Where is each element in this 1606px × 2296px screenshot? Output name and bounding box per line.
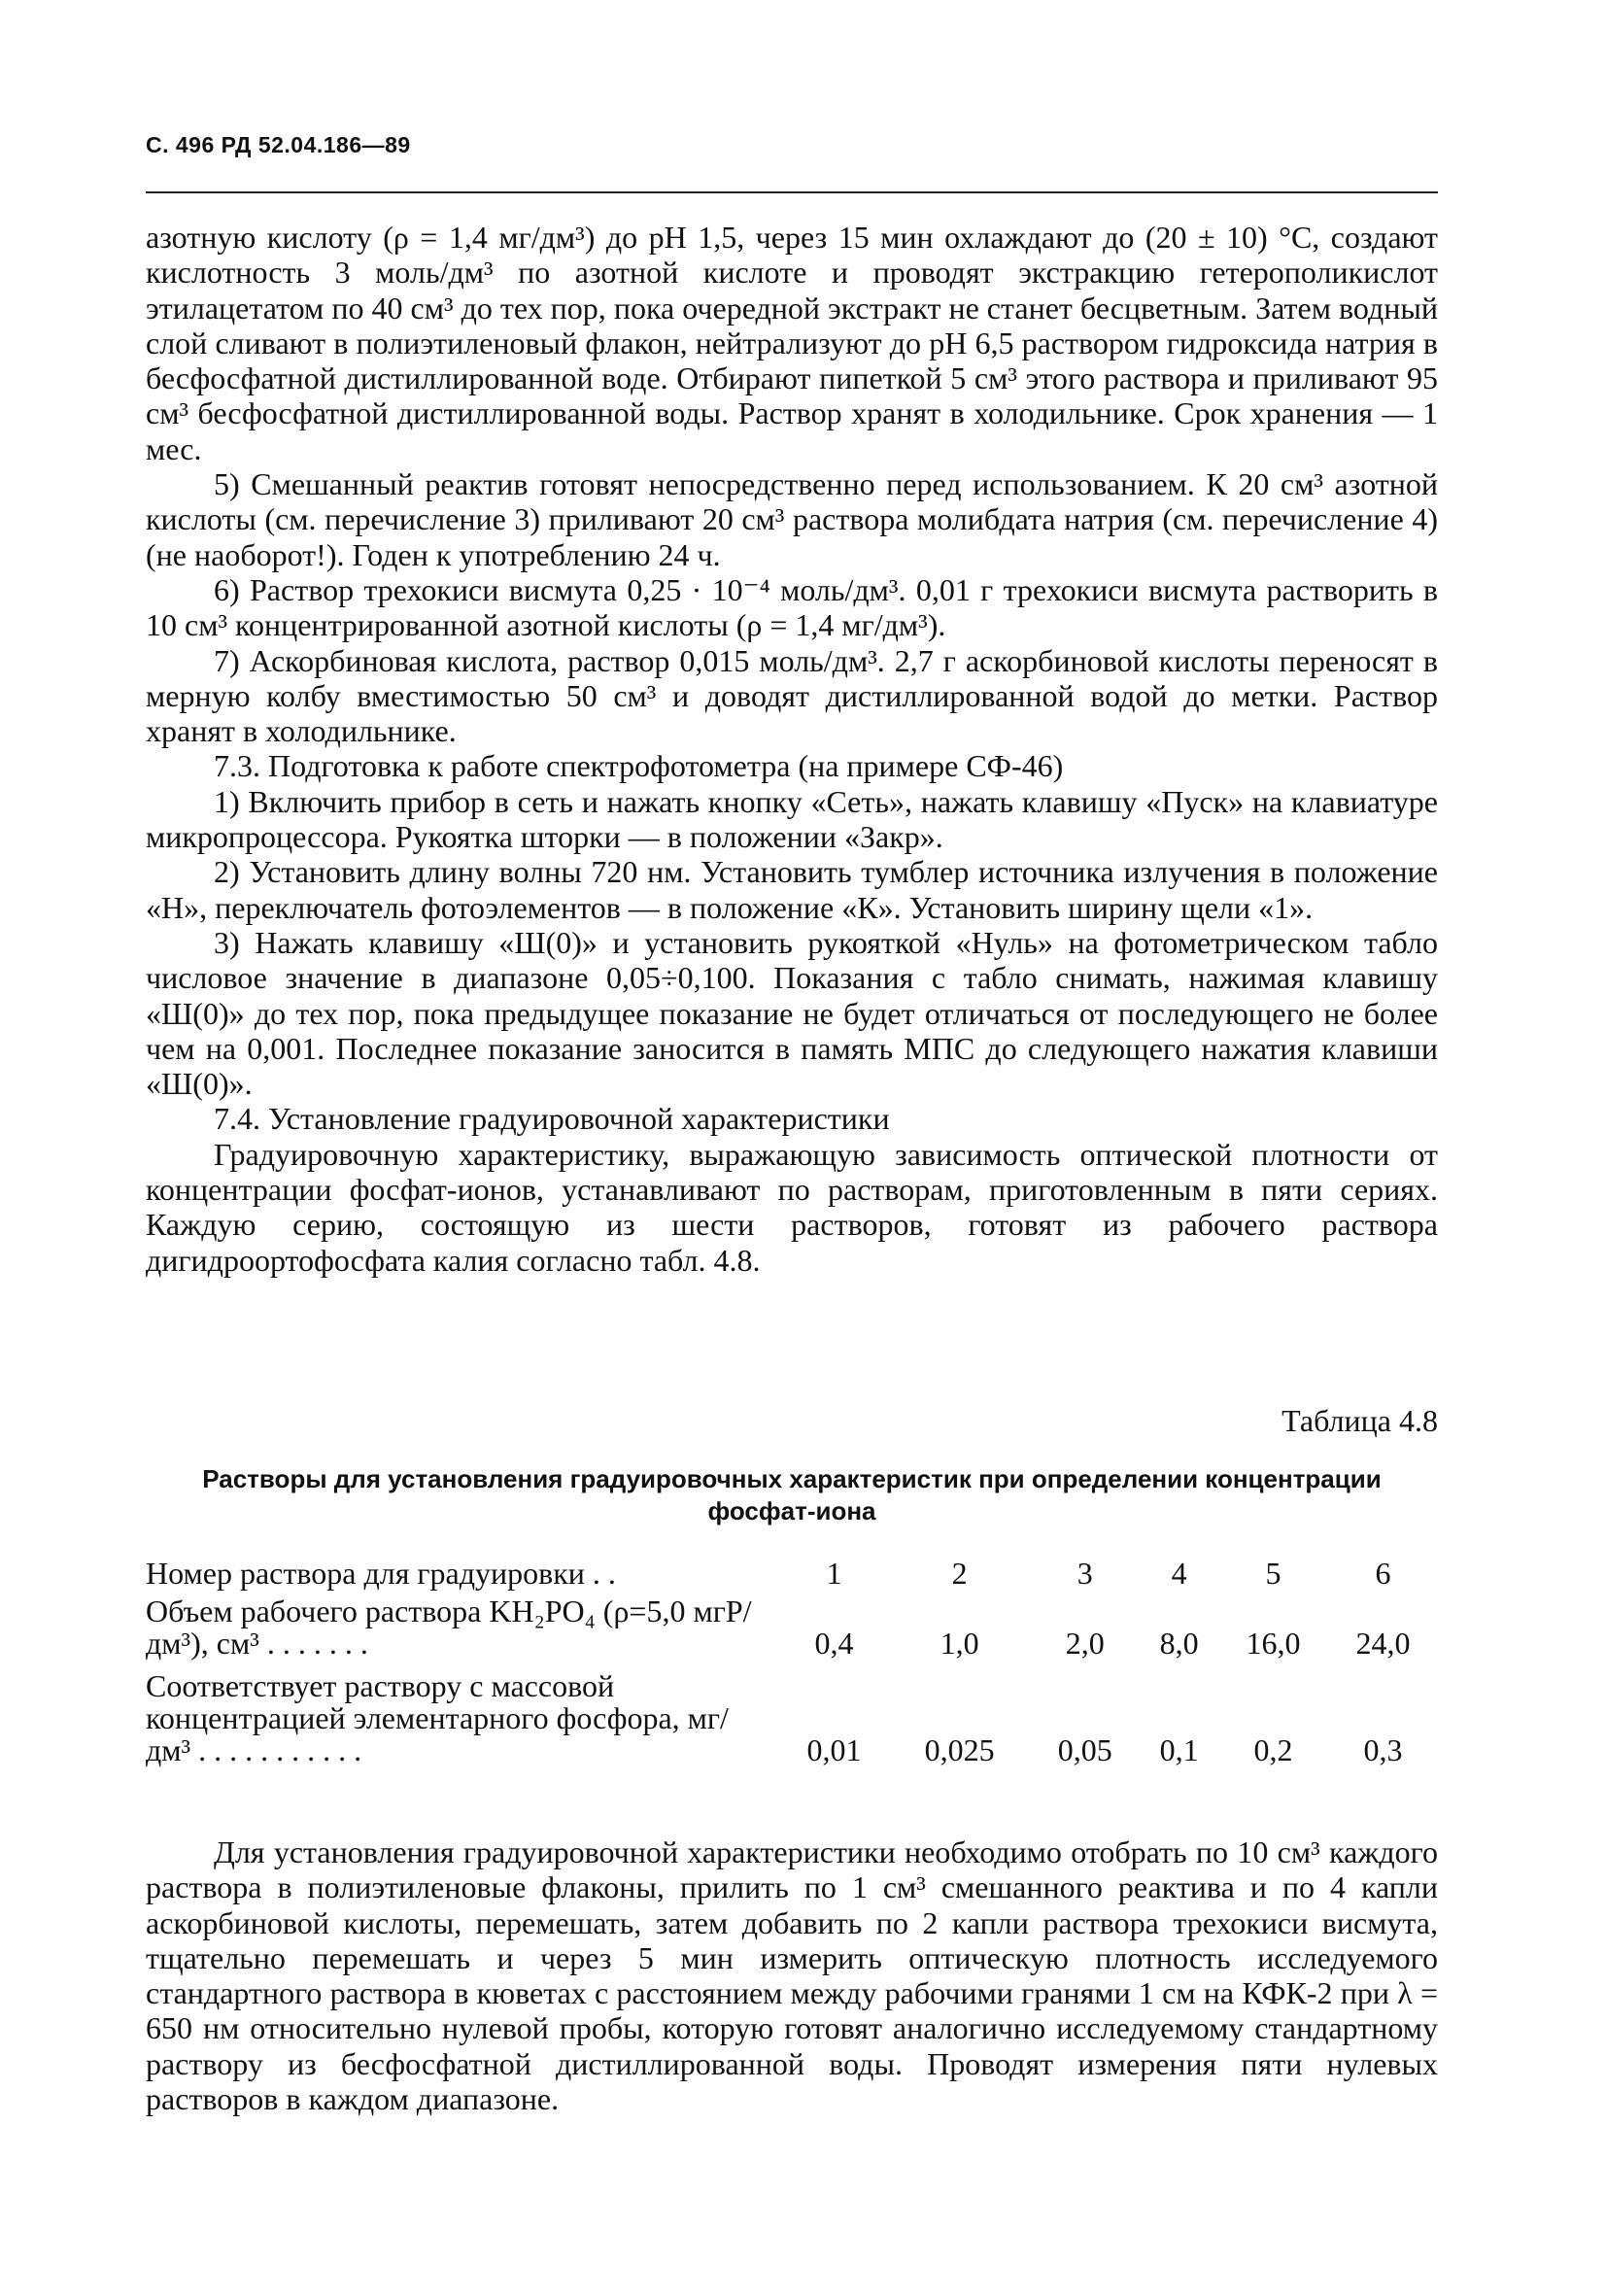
body-text-lower xyxy=(146,1834,1438,2116)
body-text-upper xyxy=(146,220,1438,1278)
table-cell: 1,0 xyxy=(940,1626,979,1661)
paragraph-calibration-procedure: Для установления градуировочной характеристики необходимо отобрать по 10 см³ каждого раствора в полиэтиленовые флаконы, прилить по 1 см³ смешанного реактива и по 4 капли аскорбиновой кислоты, перемешать, затем добавить по 2 капли раствора трехокиси висмута, тщательно перемешать и через 5 мин измерить оптическую плотность исследуемого стандартного раствора в кюветах с расстоянием между рабочими гранями 1 см на КФК-2 при λ = 650 нм относительно нулевой пробы, которую готовят аналогично исследуемому стандартному раствору из бесфосфатной дистиллированной воды. Проводят измерения пяти нулевых растворов в каждом диапазоне. xyxy=(146,1834,1438,2117)
paragraph-nitric-acid-extraction: азотную кислоту (ρ = 1,4 мг/дм³) до pH 1,5, через 15 мин охлаждают до (20 ± 10) °С, создают кислотность 3 моль/дм³ по азотной кислоте и проводят экстракцию гетерополикислот этилацетатом по 40 см³ до тех пор, пока очередной экстракт не станет бесцветным. Затем водный слой сливают в полиэтиленовый флакон, нейтрализуют до pH 6,5 раствором гидроксида натрия в бесфосфатной дистиллированной воде. Отбирают пипеткой 5 см³ этого раствора и приливают 95 см³ бесфосфатной дистиллированной воды. Раствор хранят в холодильнике. Срок хранения — 1 мес. xyxy=(146,220,1438,466)
table-cell: 0,3 xyxy=(1363,1732,1403,1767)
table-row-label: Номер раствора для градуировки . . xyxy=(146,1556,616,1591)
table-cell: 0,01 xyxy=(806,1732,862,1767)
table-row-label: Соответствует раствору с массовой концентрацией элементарного фосфора, мг/дм³ . . . . . . . . . . . xyxy=(146,1668,729,1767)
table-row xyxy=(146,1660,1438,1766)
table-cell: 2,0 xyxy=(1065,1626,1105,1661)
table-cell: 24,0 xyxy=(1355,1626,1411,1661)
table-row xyxy=(146,1555,1438,1590)
table-cell: 2 xyxy=(951,1556,968,1591)
table-cell: 3 xyxy=(1076,1556,1093,1591)
paragraph-step-1: 1) Включить прибор в сеть и нажать кнопку «Сеть», нажать клавишу «Пуск» на клавиатуре микропроцессора. Рукоятка шторки — в положении «Закр». xyxy=(146,783,1438,855)
section-heading-7-3: 7.3. Подготовка к работе спектрофотометра (на примере СФ-46) xyxy=(214,748,1064,784)
table-cell: 0,1 xyxy=(1159,1732,1199,1767)
table-cell: 5 xyxy=(1265,1556,1281,1591)
paragraph-step-2: 2) Установить длину волны 720 нм. Установить тумблер источника излучения в положение «Н», переключатель фотоэлементов — в положение «К». Установить ширину щели «1». xyxy=(146,854,1438,925)
table-cell: 0,2 xyxy=(1253,1732,1293,1767)
table-row xyxy=(146,1590,1438,1660)
table-cell: 16,0 xyxy=(1246,1626,1301,1661)
calibration-table xyxy=(146,1555,1438,1766)
paragraph-ascorbic-acid: 7) Аскорбиновая кислота, раствор 0,015 моль/дм³. 2,7 г аскорбиновой кислоты переносят в мерную колбу вместимостью 50 см³ и доводят дистиллированной водой до метки. Раствор хранят в холодильнике. xyxy=(146,642,1438,749)
paragraph-step-3: 3) Нажать клавишу «Ш(0)» и установить рукояткой «Нуль» на фотометрическом табло числовое значение в диапазоне 0,05÷0,100. Показания с табло снимать, нажимая клавишу «Ш(0)» до тех пор, пока предыдущее показание не будет отличаться от последующего не более чем на 0,001. Последнее показание заносится в память МПС до следующего нажатия клавиши «Ш(0)». xyxy=(146,924,1438,1102)
table-cell: 0,025 xyxy=(924,1732,995,1767)
table-cell: 0,4 xyxy=(814,1626,854,1661)
table-title: Растворы для установления градуировочных характеристик при определении концентрации фосфат-иона xyxy=(202,1464,1382,1525)
header-rule xyxy=(146,191,1438,193)
table-number: Таблица 4.8 xyxy=(1281,1403,1438,1438)
table-cell: 6 xyxy=(1375,1556,1391,1591)
paragraph-mixed-reagent: 5) Смешанный реактив готовят непосредственно перед использованием. К 20 см³ азотной кислоты (см. перечисление 3) приливают 20 см³ раствора молибдата натрия (см. перечисление 4) (не наоборот!). Годен к употреблению 24 ч. xyxy=(146,466,1438,572)
paragraph-bismuth-trioxide: 6) Раствор трехокиси висмута 0,25 · 10⁻⁴ моль/дм³. 0,01 г трехокиси висмута растворить в 10 см³ концентрированной азотной кислоты (ρ = 1,4 мг/дм³). xyxy=(146,571,1438,643)
table-cell: 0,05 xyxy=(1057,1732,1112,1767)
running-head: С. 496 РД 52.04.186—89 xyxy=(146,132,411,157)
table-cell: 4 xyxy=(1171,1556,1187,1591)
table-cell: 1 xyxy=(826,1556,842,1591)
table-row-label: Объем рабочего раствора KH₂PO₄ (ρ=5,0 мгР/дм³), см³ . . . . . . . xyxy=(146,1593,752,1661)
paragraph-calibration-intro: Градуировочную характеристику, выражающую зависимость оптической плотности от концентрации фосфат-ионов, устанавливают по растворам, приготовленным в пяти сериях. Каждую серию, состоящую из шести растворов, готовят из рабочего раствора дигидроортофосфата калия согласно табл. 4.8. xyxy=(146,1136,1438,1278)
table-cell: 8,0 xyxy=(1159,1626,1199,1661)
section-heading-7-4: 7.4. Установление градуировочной характеристики xyxy=(214,1101,890,1137)
